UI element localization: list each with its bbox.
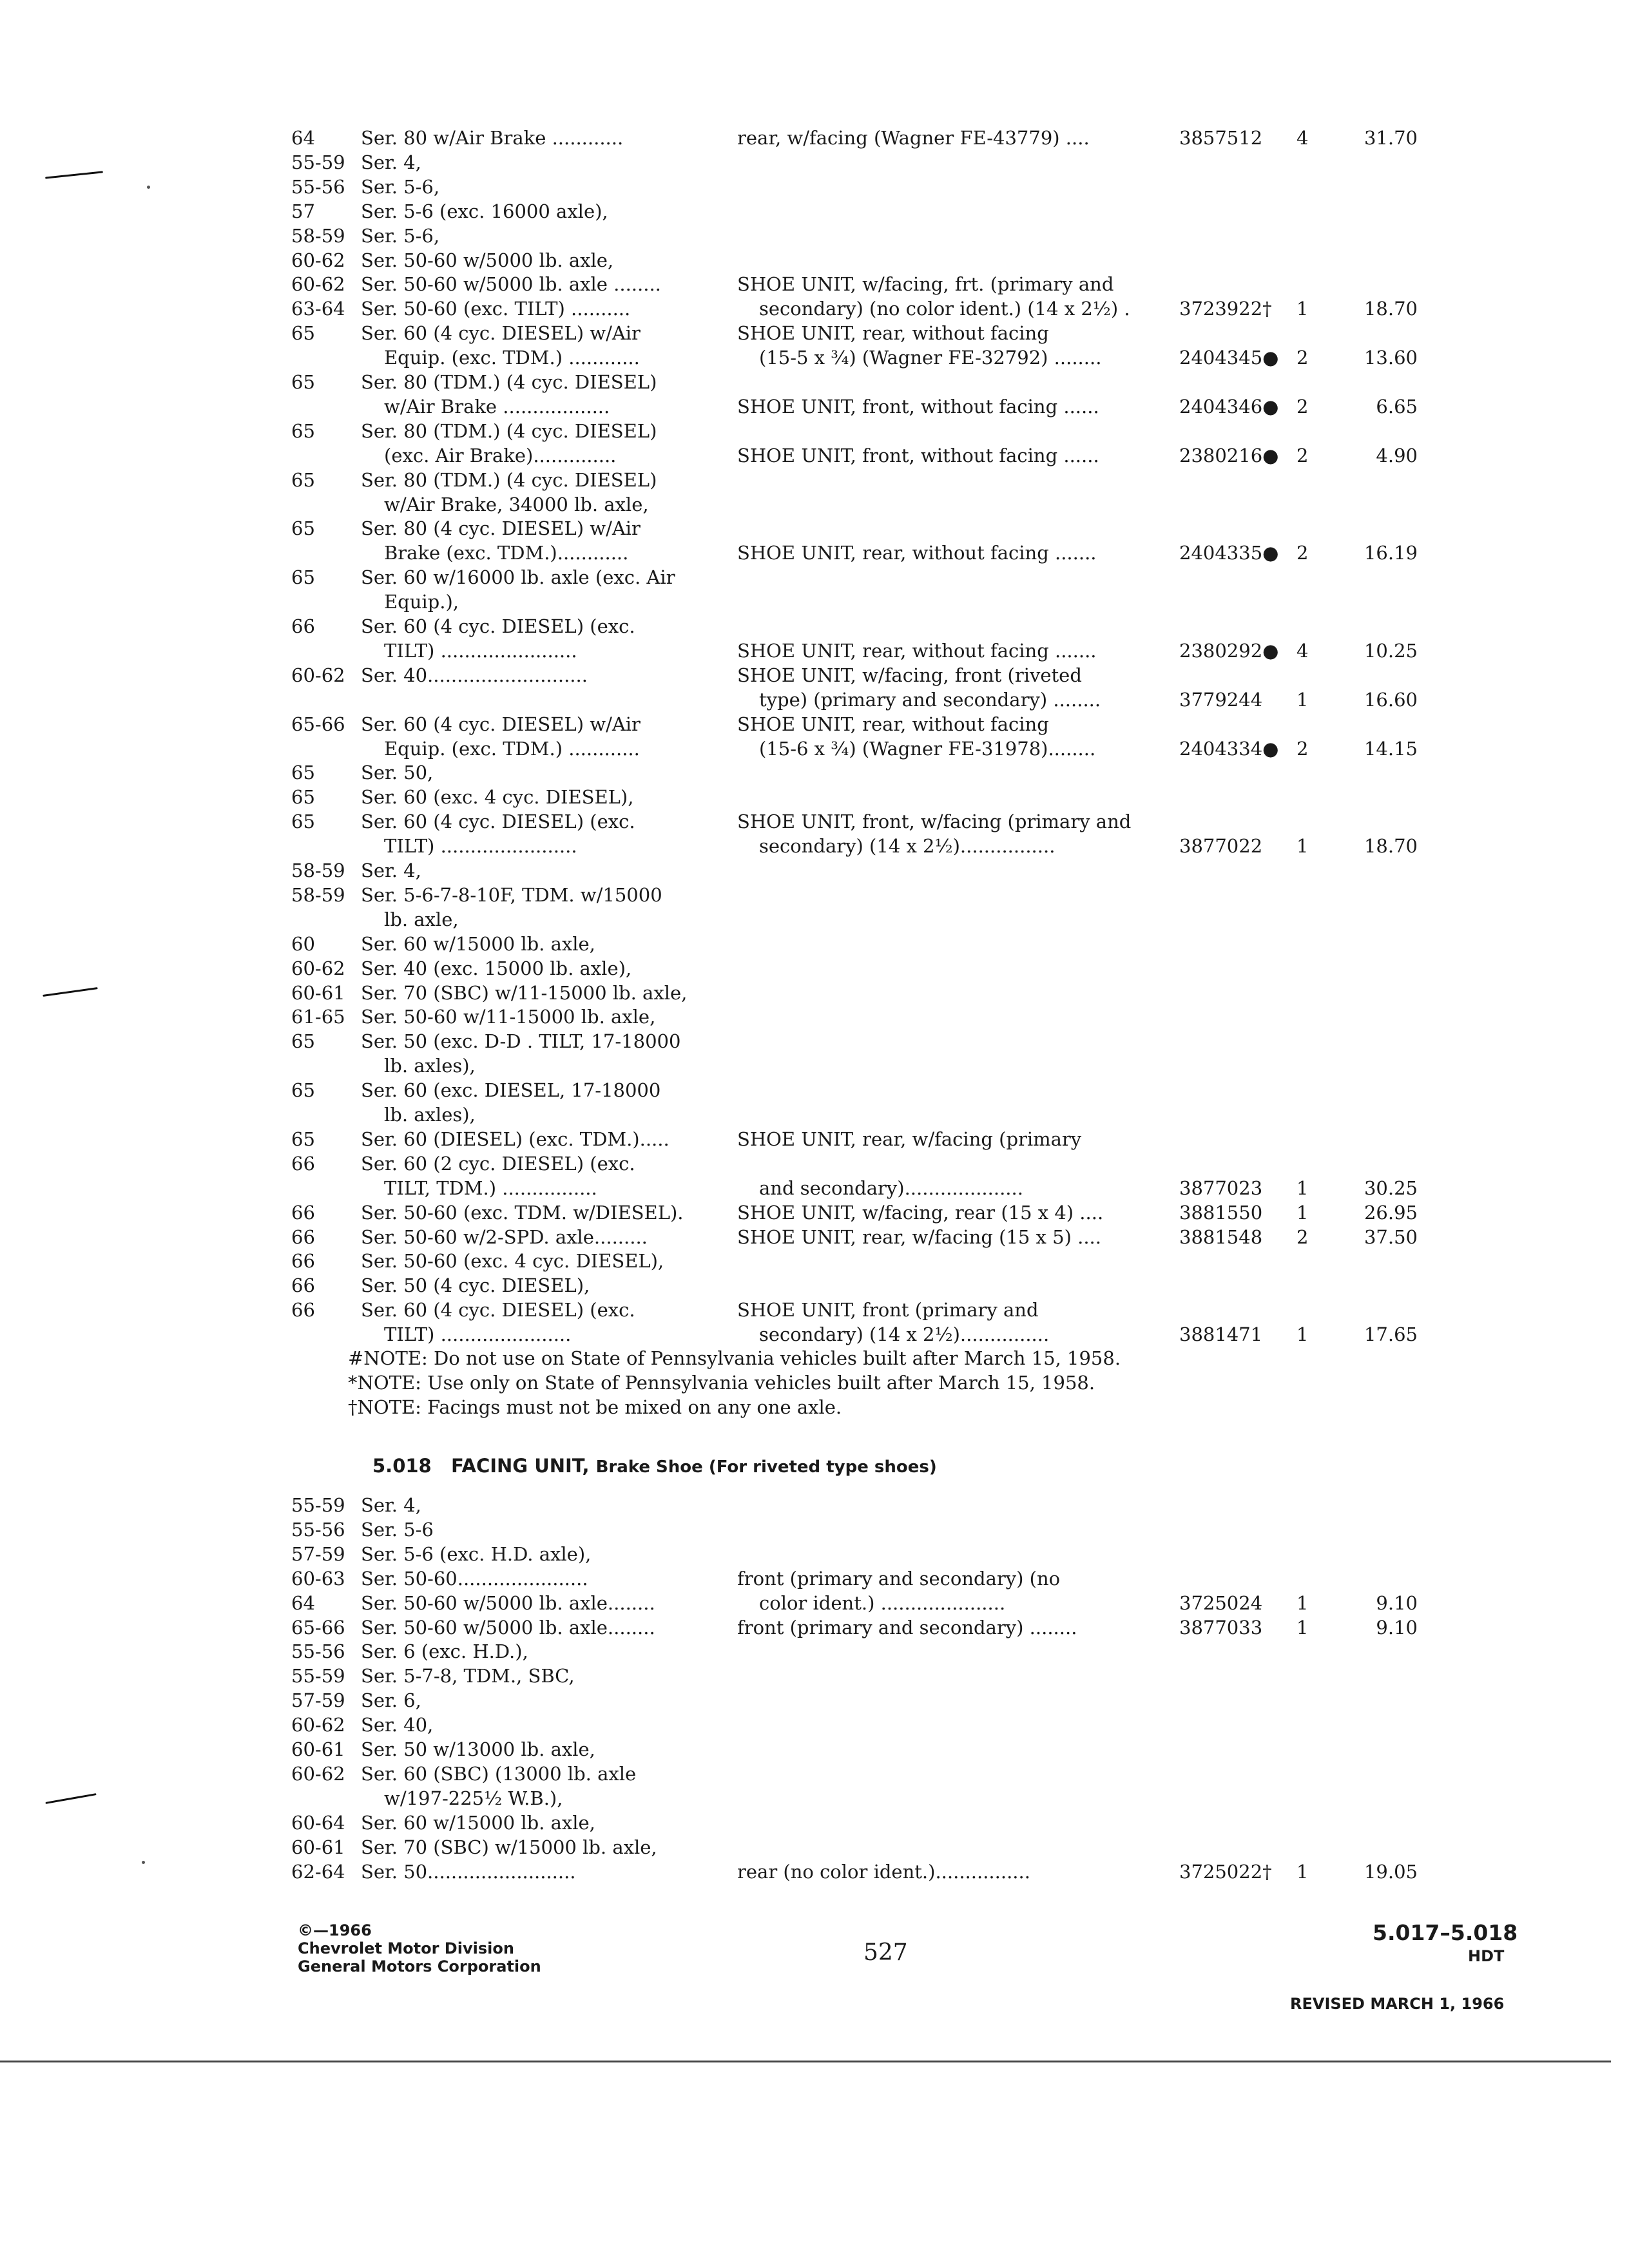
year-range: 60-62 [291,664,345,686]
year-range: 65 [291,762,315,784]
footer-copyright: ©—1966 [298,1921,372,1939]
binder-hole-mark [43,987,98,997]
year-range: 58-59 [291,883,345,906]
year-range: 58-59 [291,224,345,247]
application: Ser. 50-60 (exc. TDM. w/DIESEL). [361,1201,684,1224]
part-number: 2380292● [1179,639,1279,662]
description-continued: secondary) (14 x 2½)................ [759,835,1055,858]
footer-section-range: 5.017–5.018 [1373,1920,1518,1945]
application-continued: TILT) ...................... [384,1323,572,1346]
application: Ser. 60 (4 cyc. DIESEL) w/Air [361,322,641,345]
price: 18.70 [1364,835,1418,858]
application: Ser. 50-60 w/5000 lb. axle........ [361,1616,655,1639]
application-continued: lb. axles), [384,1055,476,1077]
year-range: 60-63 [291,1567,345,1590]
footer-corporation: General Motors Corporation [298,1957,541,1975]
year-range: 60-62 [291,1714,345,1736]
note-line: †NOTE: Facings must not be mixed on any one axle. [348,1396,842,1418]
application-continued: Equip.), [384,591,459,613]
description-continued: color ident.) ..................... [759,1591,1006,1614]
description: rear (no color ident.)................ [737,1860,1030,1883]
part-number: 2404346● [1179,395,1279,418]
application: Ser. 60 w/16000 lb. axle (exc. Air [361,566,675,589]
quantity: 1 [1296,1860,1309,1883]
part-number: 3877023 [1179,1177,1263,1199]
description: SHOE UNIT, w/facing, rear (15 x 4) .... [737,1201,1104,1224]
year-range: 55-56 [291,1518,345,1541]
application: Ser. 50-60...................... [361,1567,588,1590]
price: 30.25 [1364,1177,1418,1199]
description: SHOE UNIT, front, w/facing (primary and [737,811,1132,833]
application: Ser. 60 (exc. DIESEL, 17-18000 [361,1079,661,1102]
application-continued: TILT) ....................... [384,639,577,662]
footer-revised-date: REVISED MARCH 1, 1966 [1290,1995,1505,2013]
application: Ser. 5-6, [361,224,440,247]
quantity: 2 [1296,542,1309,564]
year-range: 58-59 [291,860,345,881]
application: Ser. 60 (exc. 4 cyc. DIESEL), [361,786,634,809]
application-continued: lb. axle, [384,908,459,930]
price: 4.90 [1376,444,1418,466]
section-subtitle: Brake Shoe (For riveted type shoes) [595,1457,937,1477]
application: Ser. 50-60 w/5000 lb. axle........ [361,1591,655,1614]
description: SHOE UNIT, front (primary and [737,1299,1039,1321]
application: Ser. 5-6 (exc. 16000 axle), [361,200,608,222]
application: Ser. 4, [361,151,421,173]
year-range: 64 [291,127,315,149]
application: Ser. 50 (4 cyc. DIESEL), [361,1274,590,1297]
price: 16.60 [1364,688,1418,711]
year-range: 60 [291,932,315,955]
page-number: 527 [863,1939,908,1966]
application: Ser. 5-6 (exc. H.D. axle), [361,1542,592,1565]
price: 37.50 [1364,1225,1418,1248]
year-range: 65 [291,468,315,491]
application: Ser. 80 (TDM.) (4 cyc. DIESEL) [361,419,657,442]
application: Ser. 6 (exc. H.D.), [361,1640,528,1663]
price: 6.65 [1376,395,1418,418]
description: SHOE UNIT, rear, w/facing (15 x 5) .... [737,1225,1101,1248]
application: Ser. 60 (4 cyc. DIESEL) (exc. [361,1299,635,1321]
description: SHOE UNIT, w/facing, front (riveted [737,664,1082,686]
application: Ser. 60 (2 cyc. DIESEL) (exc. [361,1152,635,1175]
quantity: 4 [1296,639,1309,662]
quantity: 2 [1296,1225,1309,1248]
year-range: 55-59 [291,1494,345,1516]
application-continued: Equip. (exc. TDM.) ............ [384,737,640,760]
application: Ser. 50-60 (exc. TILT) .......... [361,298,631,320]
application: Ser. 60 w/15000 lb. axle, [361,932,595,955]
part-number: 3877022 [1179,835,1263,858]
part-number: 3881550 [1179,1201,1263,1224]
year-range: 60-62 [291,249,345,271]
section-title: FACING UNIT, [451,1455,590,1477]
quantity: 1 [1296,1201,1309,1224]
application: Ser. 80 (TDM.) (4 cyc. DIESEL) [361,468,657,491]
description: SHOE UNIT, rear, without facing [737,713,1049,735]
year-range: 65 [291,1128,315,1150]
part-number: 3725024 [1179,1591,1263,1614]
part-number: 3881471 [1179,1323,1263,1346]
description: SHOE UNIT, rear, without facing ....... [737,639,1097,662]
quantity: 1 [1296,1323,1309,1346]
price: 17.65 [1364,1323,1418,1346]
quantity: 1 [1296,835,1309,858]
year-range: 66 [291,1299,315,1321]
application: Ser. 80 (TDM.) (4 cyc. DIESEL) [361,371,657,393]
application: Ser. 40 (exc. 15000 lb. axle), [361,957,632,979]
application: Ser. 4, [361,1494,421,1516]
quantity: 1 [1296,1616,1309,1639]
application-continued: (exc. Air Brake).............. [384,444,617,466]
description: SHOE UNIT, rear, without facing [737,322,1049,345]
description: SHOE UNIT, front, without facing ...... [737,444,1099,466]
year-range: 65 [291,1079,315,1102]
description: SHOE UNIT, rear, without facing ....... [737,542,1097,564]
section-heading [372,1455,937,1477]
year-range: 65 [291,322,315,345]
quantity: 1 [1296,1177,1309,1199]
part-number: 3881548 [1179,1225,1263,1248]
year-range: 65-66 [291,713,345,735]
price: 10.25 [1364,639,1418,662]
application-continued: TILT, TDM.) ................ [384,1177,597,1199]
application: Ser. 50 (exc. D-D . TILT, 17-18000 [361,1030,681,1053]
quantity: 2 [1296,444,1309,466]
application: Ser. 50-60 w/11-15000 lb. axle, [361,1006,656,1028]
application: Ser. 4, [361,860,421,881]
part-number: 2404345● [1179,347,1279,369]
description: front (primary and secondary) (no [737,1567,1061,1590]
price: 31.70 [1364,127,1418,149]
quantity: 2 [1296,395,1309,418]
application: Ser. 60 (4 cyc. DIESEL) (exc. [361,811,635,833]
description: SHOE UNIT, front, without facing ...... [737,395,1099,418]
price: 19.05 [1364,1860,1418,1883]
application: Ser. 50-60 (exc. 4 cyc. DIESEL), [361,1250,664,1273]
year-range: 65-66 [291,1616,345,1639]
application: Ser. 80 w/Air Brake ............ [361,127,624,149]
year-range: 65 [291,371,315,393]
year-range: 66 [291,1201,315,1224]
year-range: 66 [291,1274,315,1297]
year-range: 64 [291,1591,315,1614]
note-line: *NOTE: Use only on State of Pennsylvania vehicles built after March 15, 1958. [348,1372,1095,1394]
application-continued: Equip. (exc. TDM.) ............ [384,347,640,369]
price: 26.95 [1364,1201,1418,1224]
year-range: 66 [291,615,315,637]
year-range: 60-61 [291,981,345,1004]
quantity: 2 [1296,737,1309,760]
year-range: 57-59 [291,1689,345,1712]
speck [147,186,150,189]
year-range: 66 [291,1250,315,1273]
year-range: 65 [291,786,315,809]
year-range: 65 [291,811,315,833]
year-range: 55-59 [291,151,345,173]
part-number: 2404334● [1179,737,1279,760]
description-continued: secondary) (no color ident.) (14 x 2½) . [759,298,1130,320]
application: Ser. 80 (4 cyc. DIESEL) w/Air [361,517,641,540]
year-range: 65 [291,566,315,589]
description-continued: and secondary).................... [759,1177,1023,1199]
price: 9.10 [1376,1616,1418,1639]
quantity: 1 [1296,1591,1309,1614]
application: Ser. 5-6-7-8-10F, TDM. w/15000 [361,883,662,906]
quantity: 2 [1296,347,1309,369]
year-range: 60-61 [291,1738,345,1760]
application-continued: w/Air Brake .................. [384,395,610,418]
year-range: 60-64 [291,1811,345,1834]
application: Ser. 5-6, [361,175,440,198]
application: Ser. 60 (4 cyc. DIESEL) (exc. [361,615,635,637]
description-continued: (15-5 x ¾) (Wagner FE-32792) ........ [759,347,1102,369]
application: Ser. 60 w/15000 lb. axle, [361,1811,595,1834]
application: Ser. 60 (SBC) (13000 lb. axle [361,1762,637,1785]
year-range: 63-64 [291,298,345,320]
speck [142,1861,145,1864]
year-range: 60-61 [291,1836,345,1858]
application: Ser. 40, [361,1714,434,1736]
year-range: 60-62 [291,1762,345,1785]
year-range: 55-59 [291,1665,345,1687]
application-continued: TILT) ....................... [384,835,577,858]
description: front (primary and secondary) ........ [737,1616,1077,1639]
application: Ser. 50 w/13000 lb. axle, [361,1738,595,1760]
part-number: 2404335● [1179,542,1279,564]
description: SHOE UNIT, rear, w/facing (primary [737,1128,1082,1150]
application-continued: lb. axles), [384,1104,476,1126]
application: Ser. 50, [361,762,434,784]
description: SHOE UNIT, w/facing, frt. (primary and [737,273,1114,296]
year-range: 57 [291,200,315,222]
year-range: 60-62 [291,273,345,296]
section-number: 5.018 [372,1455,432,1477]
year-range: 65 [291,419,315,442]
application: Ser. 5-7-8, TDM., SBC, [361,1665,575,1687]
year-range: 55-56 [291,1640,345,1663]
application: Ser. 50-60 w/2-SPD. axle......... [361,1225,648,1248]
description: rear, w/facing (Wagner FE-43779) .... [737,127,1090,149]
description-continued: type) (primary and secondary) ........ [759,688,1101,711]
part-number: 3723922† [1179,298,1272,320]
application: Ser. 5-6 [361,1518,434,1541]
application-continued: w/197-225½ W.B.), [384,1787,563,1809]
application: Ser. 50......................... [361,1860,576,1883]
application: Ser. 60 (DIESEL) (exc. TDM.)..... [361,1128,670,1150]
year-range: 65 [291,517,315,540]
description-continued: secondary) (14 x 2½)............... [759,1323,1050,1346]
application: Ser. 50-60 w/5000 lb. axle ........ [361,273,661,296]
quantity: 1 [1296,298,1309,320]
footer-section-code: HDT [1468,1947,1505,1965]
application: Ser. 50-60 w/5000 lb. axle, [361,249,614,271]
part-number: 3725022† [1179,1860,1272,1883]
quantity: 4 [1296,127,1309,149]
price: 9.10 [1376,1591,1418,1614]
application: Ser. 70 (SBC) w/15000 lb. axle, [361,1836,657,1858]
bottom-rule [0,2061,1611,2062]
application: Ser. 60 (4 cyc. DIESEL) w/Air [361,713,641,735]
price: 16.19 [1364,542,1418,564]
year-range: 66 [291,1152,315,1175]
application-continued: Brake (exc. TDM.)............ [384,542,629,564]
description-continued: (15-6 x ¾) (Wagner FE-31978)........ [759,737,1096,760]
year-range: 61-65 [291,1006,345,1028]
application-continued: w/Air Brake, 34000 lb. axle, [384,493,649,515]
year-range: 57-59 [291,1542,345,1565]
year-range: 66 [291,1225,315,1248]
year-range: 65 [291,1030,315,1053]
part-number: 3857512 [1179,127,1263,149]
footer-division: Chevrolet Motor Division [298,1939,514,1957]
note-line: #NOTE: Do not use on State of Pennsylvania vehicles built after March 15, 1958. [348,1347,1121,1369]
part-number: 3877033 [1179,1616,1263,1639]
part-number: 2380216● [1179,444,1279,466]
application: Ser. 6, [361,1689,421,1712]
price: 18.70 [1364,298,1418,320]
quantity: 1 [1296,688,1309,711]
year-range: 55-56 [291,175,345,198]
application: Ser. 40........................... [361,664,588,686]
price: 14.15 [1364,737,1418,760]
year-range: 60-62 [291,957,345,979]
part-number: 3779244 [1179,688,1263,711]
price: 13.60 [1364,347,1418,369]
year-range: 62-64 [291,1860,345,1883]
binder-hole-mark [45,1793,96,1804]
binder-hole-mark [45,171,103,178]
application: Ser. 70 (SBC) w/11-15000 lb. axle, [361,981,688,1004]
